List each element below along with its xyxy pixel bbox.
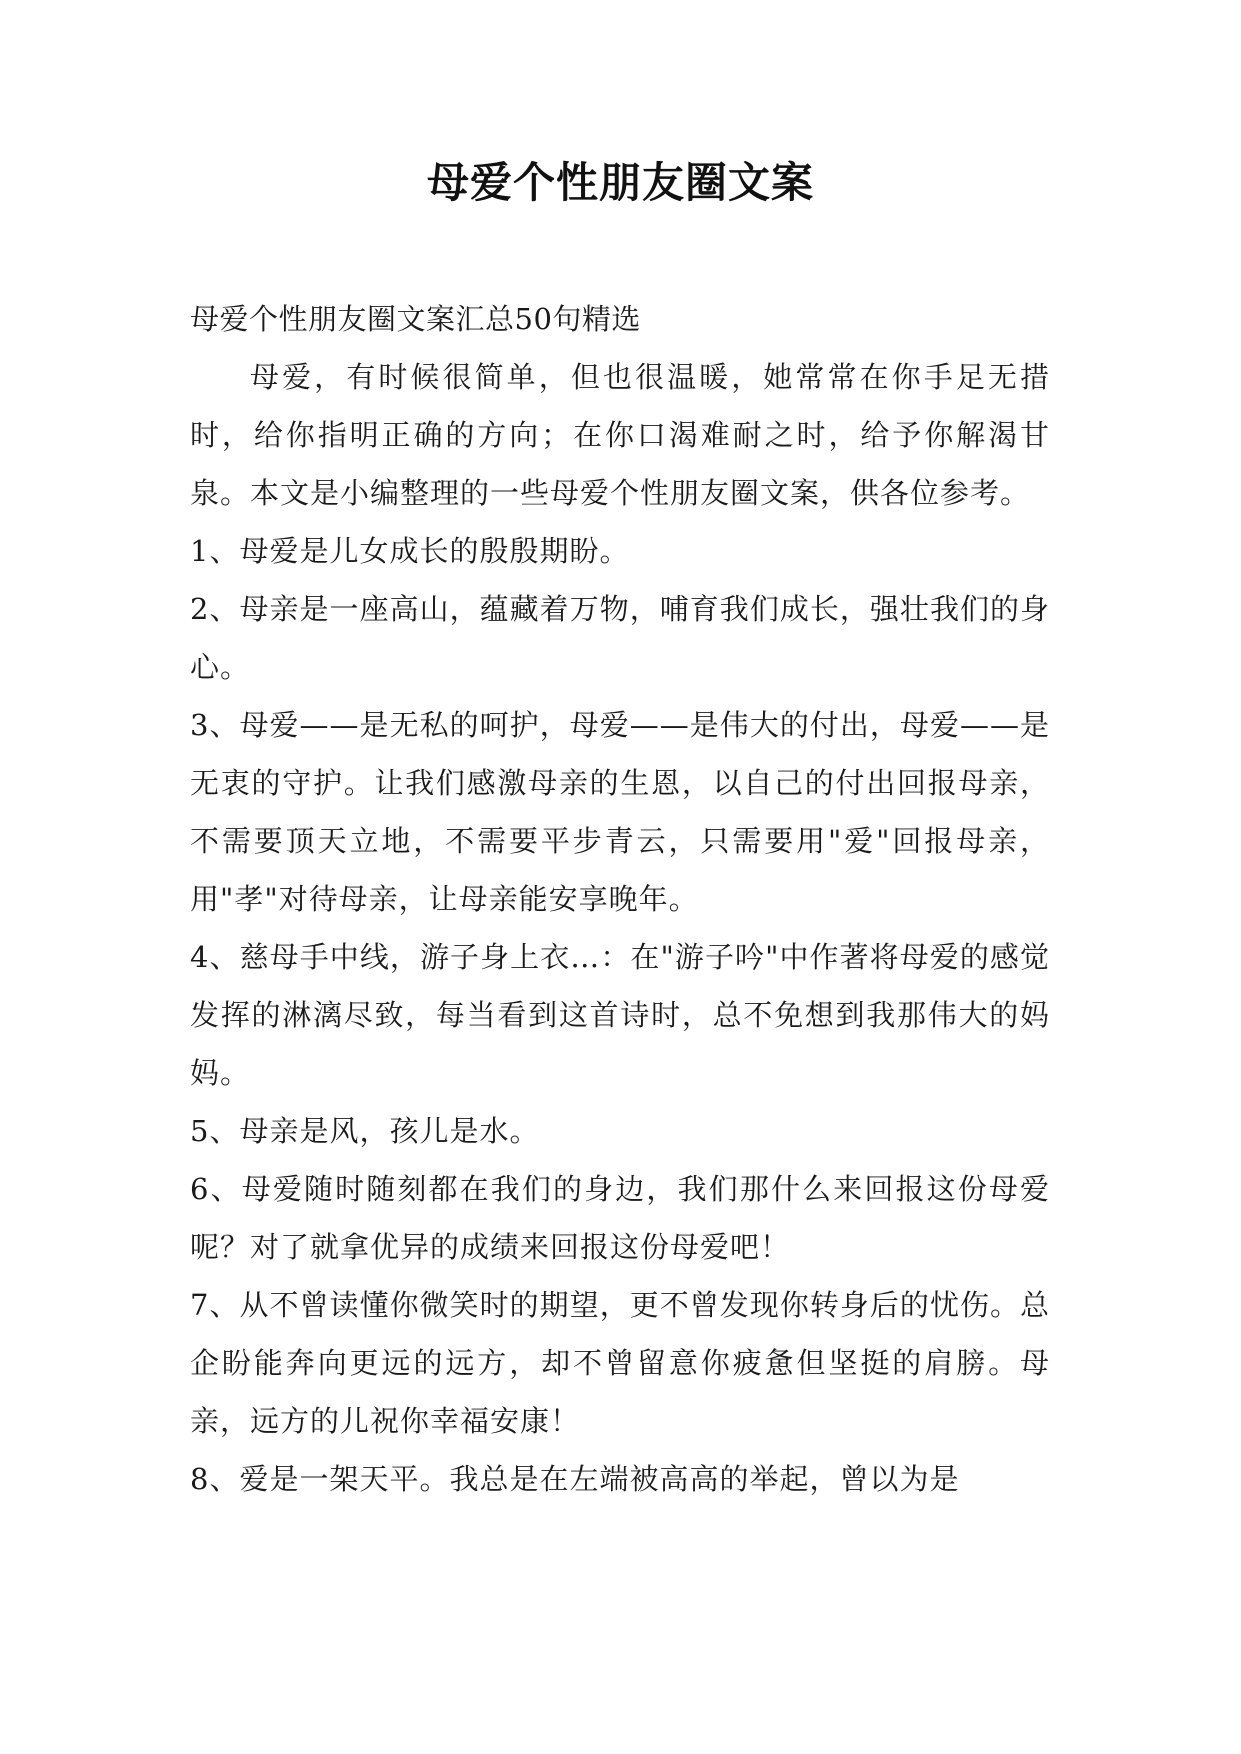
intro-paragraph: 母爱，有时候很简单，但也很温暖，她常常在你手足无措时，给你指明正确的方向；在你口渴难耐之时，给予你解渴甘泉。本文是小编整理的一些母爱个性朋友圈文案，供各位参考。 [190, 360, 1050, 510]
list-item-8: 8、爱是一架天平。我总是在左端被高高的举起，曾以为是 [190, 1462, 960, 1496]
document-title: 母爱个性朋友圈文案 [426, 158, 814, 207]
document-body [190, 290, 1050, 1508]
list-item-3: 3、母爱——是无私的呵护，母爱——是伟大的付出，母爱——是无衷的守护。让我们感激母亲的生恩，以自己的付出回报母亲，不需要顶天立地，不需要平步青云，只需要用"爱"回报母亲，用"孝"对待母亲，让母亲能安享晚年。 [190, 708, 1050, 916]
list-item-1: 1、母爱是儿女成长的殷殷期盼。 [190, 534, 630, 568]
document-subtitle: 母爱个性朋友圈文案汇总50句精选 [190, 302, 641, 336]
list-item-2: 2、母亲是一座高山，蕴藏着万物，哺育我们成长，强壮我们的身心。 [190, 592, 1050, 684]
list-item-5: 5、母亲是风，孩儿是水。 [190, 1114, 540, 1148]
list-item-7: 7、从不曾读懂你微笑时的期望，更不曾发现你转身后的忧伤。总企盼能奔向更远的远方，却不曾留意你疲惫但坚挺的肩膀。母亲，远方的儿祝你幸福安康！ [190, 1288, 1050, 1438]
list-item-6: 6、母爱随时随刻都在我们的身边，我们那什么来回报这份母爱呢？对了就拿优异的成绩来回报这份母爱吧！ [190, 1172, 1050, 1264]
list-item-4: 4、慈母手中线，游子身上衣…：在"游子吟"中作著将母爱的感觉发挥的淋漓尽致，每当看到这首诗时，总不免想到我那伟大的妈妈。 [190, 940, 1050, 1090]
